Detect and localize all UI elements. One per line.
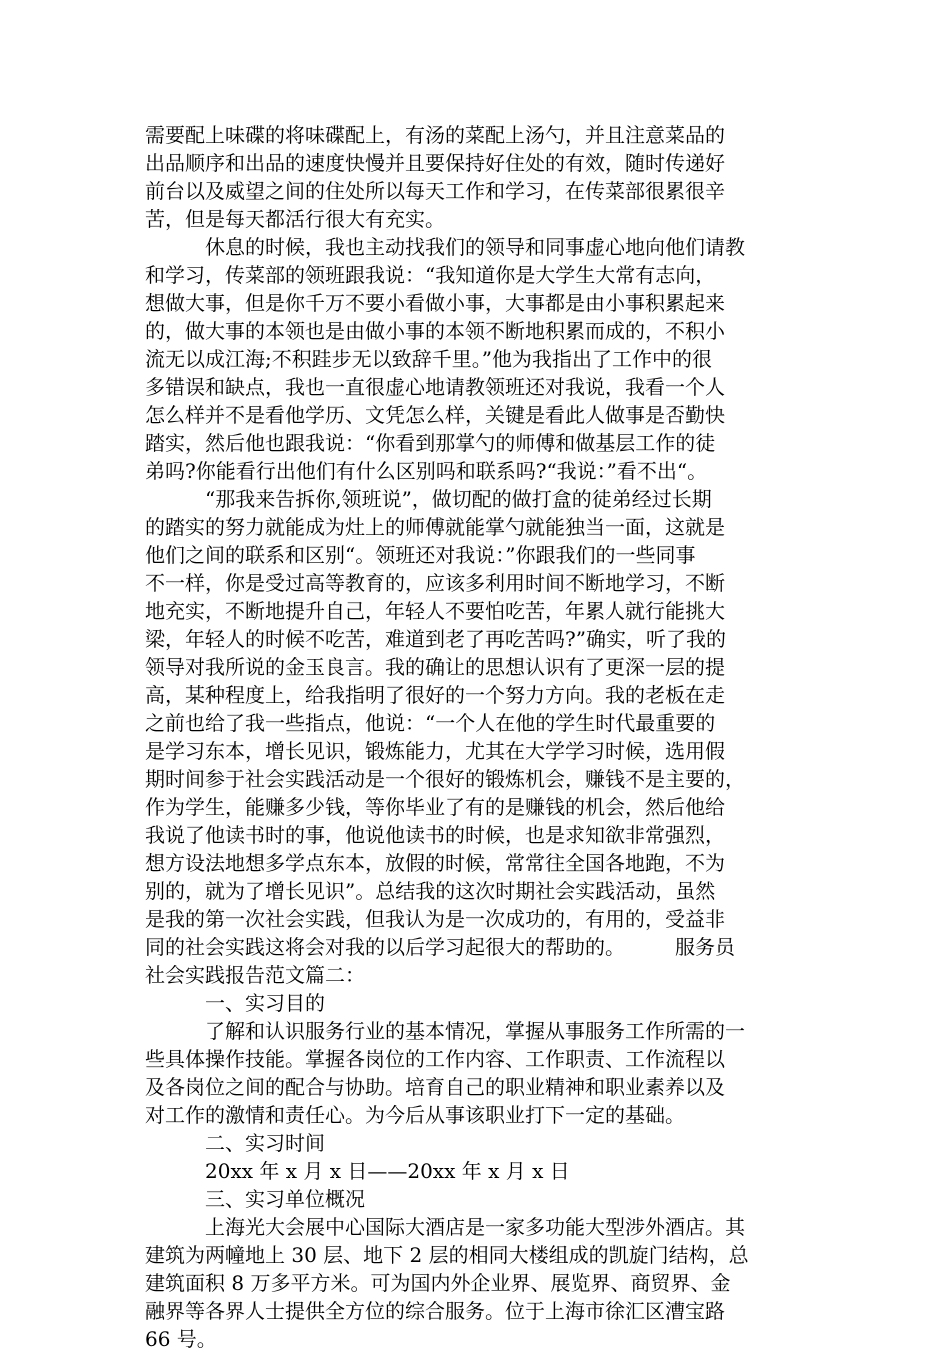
text-line: 梁，年轻人的时候不吃苦，难道到老了再吃苦吗?”确实，听了我的 bbox=[145, 627, 726, 651]
section-heading: 一、实习目的 bbox=[145, 991, 325, 1015]
text-line: 期时间参于社会实践活动是一个很好的锻炼机会，赚钱不是主要的， bbox=[145, 767, 745, 791]
text-line: 同的社会实践这将会对我的以后学习起很大的帮助的。 服务员 bbox=[145, 935, 735, 959]
text-line: 作为学生，能赚多少钱，等你毕业了有的是赚钱的机会，然后他给 bbox=[145, 795, 725, 819]
text-line: 的，做大事的本领也是由做小事的本领不断地积累而成的，不积小 bbox=[145, 319, 725, 343]
text-line: 苦，但是每天都活行很大有充实。 bbox=[145, 207, 445, 231]
text-line: 多错误和缺点，我也一直很虚心地请教领班还对我说，我看一个人 bbox=[145, 375, 725, 399]
text-line: 和学习，传菜部的领班跟我说：“我知道你是大学生大常有志向， bbox=[145, 263, 716, 287]
document-body bbox=[145, 121, 811, 1353]
text-line: 需要配上味碟的将味碟配上，有汤的菜配上汤勺，并且注意菜品的 bbox=[145, 123, 725, 147]
text-line: “那我来告拆你,领班说”，做切配的做打盒的徒弟经过长期 bbox=[145, 487, 712, 511]
text-line: 我说了他读书时的事，他说他读书的时候，也是求知欲非常强烈， bbox=[145, 823, 725, 847]
text-line: 的踏实的努力就能成为灶上的师傅就能掌勺就能独当一面，这就是 bbox=[145, 515, 725, 539]
text-line: 些具体操作技能。掌握各岗位的工作内容、工作职责、工作流程以 bbox=[145, 1047, 725, 1071]
text-line: 建筑为两幢地上 30 层、地下 2 层的相同大楼组成的凯旋门结构，总 bbox=[145, 1243, 749, 1267]
text-line: 上海光大会展中心国际大酒店是一家多功能大型涉外酒店。其 bbox=[145, 1215, 745, 1239]
text-line: 融界等各界人士提供全方位的综合服务。位于上海市徐汇区漕宝路 bbox=[145, 1299, 725, 1323]
text-line: 不一样，你是受过高等教育的，应该多利用时间不断地学习，不断 bbox=[145, 571, 725, 595]
text-line: 建筑面积 8 万多平方米。可为国内外企业界、展览界、商贸界、金 bbox=[145, 1271, 731, 1295]
text-line: 出品顺序和出品的速度快慢并且要保持好住处的有效，随时传递好 bbox=[145, 151, 725, 175]
text-line: 是学习东本，增长见识，锻炼能力，尤其在大学学习时候，选用假 bbox=[145, 739, 725, 763]
text-line: 了解和认识服务行业的基本情况，掌握从事服务工作所需的一 bbox=[145, 1019, 745, 1043]
text-line: 20xx 年 x 月 x 日——20xx 年 x 月 x 日 bbox=[145, 1159, 570, 1183]
text-line: 怎么样并不是看他学历、文凭怎么样，关键是看此人做事是否勤快 bbox=[145, 403, 725, 427]
text-line: 地充实，不断地提升自己，年轻人不要怕吃苦，年累人就行能挑大 bbox=[145, 599, 725, 623]
text-line: 他们之间的联系和区别“。领班还对我说：”你跟我们的一些同事 bbox=[145, 543, 696, 567]
text-line: 高，某种程度上，给我指明了很好的一个努力方向。我的老板在走 bbox=[145, 683, 725, 707]
text-line: 别的，就为了增长见识”。总结我的这次时期社会实践活动，虽然 bbox=[145, 879, 716, 903]
text-line: 及各岗位之间的配合与协助。培育自己的职业精神和职业素养以及 bbox=[145, 1075, 725, 1099]
text-line: 社会实践报告范文篇二： bbox=[145, 963, 365, 987]
text-line: 休息的时候，我也主动找我们的领导和同事虚心地向他们请教 bbox=[145, 235, 745, 259]
text-line: 66 号。 bbox=[145, 1327, 217, 1351]
text-line: 弟吗?你能看行出他们有什么区别吗和联系吗?“我说：”看不出“。 bbox=[145, 459, 708, 483]
text-line: 领导对我所说的金玉良言。我的确让的思想认识有了更深一层的提 bbox=[145, 655, 725, 679]
text-line: 流无以成江海;不积跬步无以致辞千里。”他为我指出了工作中的很 bbox=[145, 347, 712, 371]
text-line: 是我的第一次社会实践，但我认为是一次成功的，有用的，受益非 bbox=[145, 907, 725, 931]
text-line: 想方设法地想多学点东本，放假的时候，常常往全国各地跑，不为 bbox=[145, 851, 725, 875]
text-line: 踏实，然后他也跟我说：“你看到那掌勺的师傅和做基层工作的徒 bbox=[145, 431, 716, 455]
text-line: 想做大事，但是你千万不要小看做小事，大事都是由小事积累起来 bbox=[145, 291, 725, 315]
section-heading: 二、实习时间 bbox=[145, 1131, 325, 1155]
text-line: 对工作的激情和责任心。为今后从事该职业打下一定的基础。 bbox=[145, 1103, 685, 1127]
text-line: 前台以及威望之间的住处所以每天工作和学习，在传菜部很累很辛 bbox=[145, 179, 725, 203]
section-heading: 三、实习单位概况 bbox=[145, 1187, 365, 1211]
text-line: 之前也给了我一些指点，他说：“一个人在他的学生时代最重要的 bbox=[145, 711, 716, 735]
